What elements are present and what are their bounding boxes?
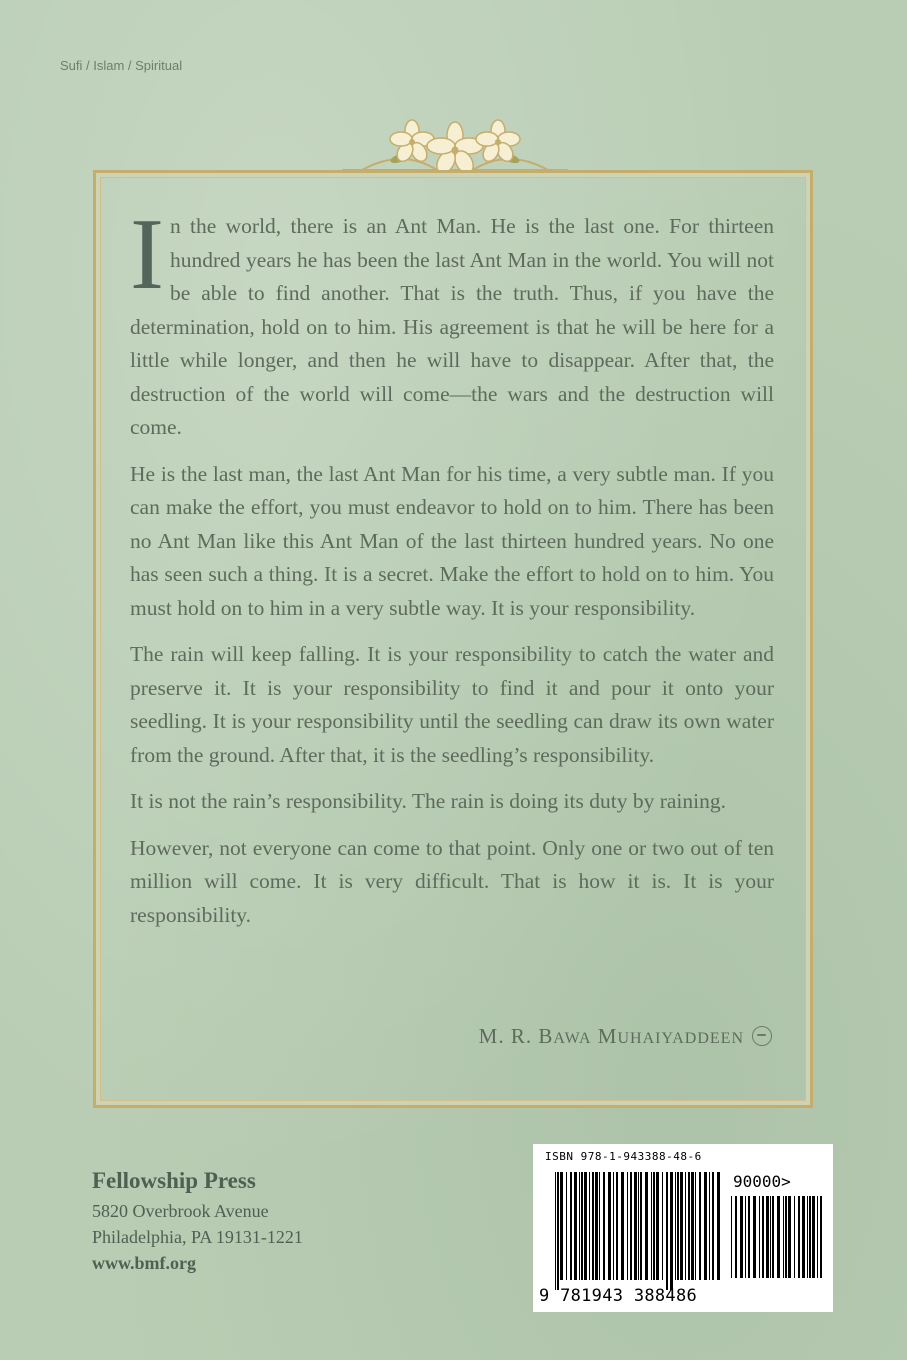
barcode-bar [634, 1172, 637, 1280]
barcode-bar [685, 1172, 686, 1280]
barcode-bar [759, 1196, 760, 1278]
barcode-bar [555, 1172, 556, 1290]
paragraph-5: However, not everyone can come to that point. Only one or two out of ten million will come. It is very difficult. That is how it is. It is your responsibility. [130, 835, 774, 927]
barcode-bar [584, 1172, 587, 1280]
barcode-bar [745, 1196, 746, 1278]
barcode-bar [699, 1172, 701, 1280]
barcode-bar [762, 1196, 764, 1278]
barcode-bar [695, 1172, 696, 1280]
paragraph-1-text: n the world, there is an Ant Man. He is the last one. For thirteen hundred years he has been the last Ant Man in the world. You will not be able to find another. That is the truth. Thus, if you have the determination, hold on to him. His agreement is that he will be here for a little while longer, and then he will have to disappear. After that, the destruction of the world will come—the wars and the destruction will come. [130, 214, 774, 439]
paragraph-3: The rain will keep falling. It is your responsibility to catch the water and preserve it. It is your responsibility to find it and pour it onto your seedling. It is your responsibility until the seedling can draw its own water from the ground. After that, it is the seedling’s responsibility. [130, 642, 774, 767]
category-label: Sufi / Islam / Spiritual [60, 58, 183, 73]
publisher-address-street: 5820 Overbrook Avenue [92, 1201, 269, 1221]
barcode-bar [589, 1172, 590, 1280]
barcode-bar [807, 1196, 808, 1278]
barcode-bar [579, 1172, 580, 1280]
barcode-bar [820, 1196, 822, 1278]
paragraph-1 [130, 198, 774, 445]
barcode-bar [753, 1196, 756, 1278]
barcode-bar [592, 1172, 594, 1280]
barcode-bar [653, 1172, 655, 1280]
barcode-bar [621, 1172, 624, 1280]
barcode-bar [651, 1172, 652, 1280]
barcode-bar [640, 1172, 642, 1280]
barcode-bar [812, 1196, 815, 1278]
barcode-bar [566, 1172, 567, 1280]
barcode-bar [712, 1172, 714, 1280]
isbn-label: ISBN 978-1-943388-48-6 [545, 1150, 702, 1163]
barcode-bar [670, 1172, 673, 1290]
barcode-bar [735, 1196, 737, 1278]
barcode-bar [656, 1172, 659, 1280]
barcode-bar [677, 1172, 679, 1280]
barcode-bar [717, 1172, 720, 1280]
barcode-bar [574, 1172, 577, 1280]
barcode-bar [638, 1172, 639, 1280]
barcode-bar [666, 1172, 668, 1290]
barcode-bar [766, 1196, 769, 1278]
barcode-bar [788, 1196, 791, 1278]
barcode-panel [533, 1144, 833, 1312]
barcode-bar [740, 1196, 743, 1278]
author-signature [479, 1024, 772, 1049]
barcode-bar [794, 1196, 795, 1278]
price-code: 90000> [733, 1172, 791, 1191]
isbn-barcode [555, 1172, 725, 1290]
barcode-bar [783, 1196, 784, 1278]
barcode-bar [608, 1172, 611, 1280]
barcode-bar [581, 1172, 583, 1280]
drop-cap: I [130, 198, 164, 311]
barcode-bar [691, 1172, 694, 1280]
barcode-bar [675, 1172, 676, 1280]
barcode-bar [785, 1196, 787, 1278]
barcode-bar [616, 1172, 618, 1280]
barcode-bar [662, 1172, 663, 1280]
barcode-bar [777, 1196, 780, 1278]
barcode-bar [570, 1172, 572, 1280]
blessing-seal-icon [752, 1026, 772, 1046]
isbn-digits: 9 781943 388486 [539, 1286, 698, 1306]
barcode-bar [645, 1172, 648, 1280]
publisher-info [92, 1168, 303, 1276]
barcode-bar [809, 1196, 811, 1278]
barcode-bar [709, 1172, 710, 1280]
barcode-bar [798, 1196, 800, 1278]
barcode-bar [595, 1172, 598, 1280]
barcode-bar [613, 1172, 614, 1280]
barcode-bar [772, 1196, 774, 1278]
paragraph-2: He is the last man, the last Ant Man for his time, a very subtle man. If you can make the effort, you must endeavor to hold on to him. There has been no Ant Man like this Ant Man of the last thirteen hundred years. No one has seen such a thing. It is a secret. Make the effort to hold on to him. You must hold on to him in a very subtle way. It is your responsibility. [130, 461, 774, 620]
barcode-bar [603, 1172, 605, 1280]
barcode-bar [770, 1196, 771, 1278]
barcode-bar [680, 1172, 683, 1280]
excerpt-text [130, 198, 774, 945]
publisher-name: Fellowship Press [92, 1168, 256, 1193]
barcode-bar [731, 1196, 732, 1278]
barcode-bar [748, 1196, 750, 1278]
barcode-bar [557, 1172, 559, 1290]
author-name: M. R. BAWA MUHAIYADDEEN [478, 1024, 744, 1048]
price-addon-barcode [731, 1196, 823, 1288]
barcode-bar [560, 1172, 563, 1280]
barcode-bar [704, 1172, 707, 1280]
barcode-bar [627, 1172, 628, 1280]
barcode-bar [630, 1172, 632, 1280]
publisher-website: www.bmf.org [92, 1253, 196, 1273]
barcode-bar [802, 1196, 805, 1278]
publisher-address-city: Philadelphia, PA 19131-1221 [92, 1227, 303, 1247]
barcode-bar [599, 1172, 600, 1280]
paragraph-4: It is not the rain’s responsibility. The rain is doing its duty by raining. [130, 789, 726, 813]
barcode-bar [688, 1172, 690, 1280]
barcode-bar [817, 1196, 818, 1278]
